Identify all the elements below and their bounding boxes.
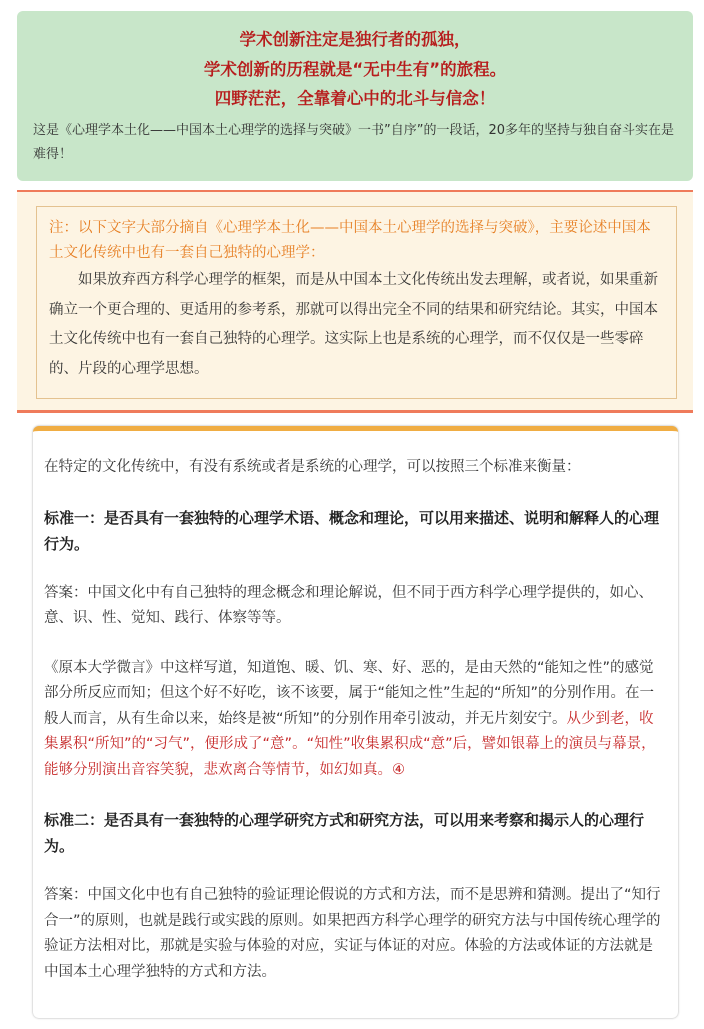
note-heading: 注：以下文字大部分摘自《心理学本土化——中国本土心理学的选择与突破》，主要论述中国本土文化传统中也有一套自己独特的心理学： bbox=[49, 220, 651, 261]
divider-bottom bbox=[17, 410, 693, 413]
answer-two: 答案：中国文化中也有自己独特的验证理论假说的方式和方法，而不是思辨和猜测。提出了“知行合一”的原则，也就是践行或实践的原则。如果把西方科学心理学的研究方法与中国传统心理学的验证方法相对比，那就是实验与体验的对应，实证与体证的对应。体验的方法或体证的方法就是中国本土心理学独特的方式和方法。 bbox=[44, 887, 661, 980]
standard-one: 标准一：是否具有一套独特的心理学术语、概念和理论，可以用来描述、说明和解释人的心理行为。 bbox=[44, 508, 660, 553]
header-title-line-3: 四野茫茫，全靠着心中的北斗与信念！ bbox=[214, 89, 496, 108]
header-banner bbox=[17, 11, 693, 181]
header-title-line-2: 学术创新的历程就是“无中生有”的旅程。 bbox=[203, 59, 507, 79]
quote-paragraph bbox=[44, 656, 667, 784]
quote-text: 《原本大学微言》中这样写道，知道饱、暖、饥、寒、好、恶的，是由天然的“能知之性”的感觉部分所反应而知；但这个好不好吃，该不该要，属于“能知之性”生起的“所知”的分别作用。在一般人而言，从有生命以来，始终是被“所知”的分别作用牵引波动，并无片刻安宁。 bbox=[44, 659, 655, 727]
standard-two: 标准二：是否具有一套独特的心理学研究方式和研究方法，可以用来考察和揭示人的心理行为。 bbox=[44, 811, 645, 855]
note-body: 如果放弃西方科学心理学的框架，而是从中国本土文化传统出发去理解，或者说，如果重新确立一个更合理的、更适用的参考系，那就可以得出完全不同的结果和研究结论。其实，中国本土文化传统中也有一套自己独特的心理学。这实际上也是系统的心理学，而不仅仅是一些零碎的、片段的心理学思想。 bbox=[49, 272, 658, 377]
article-intro: 在特定的文化传统中，有没有系统或者是系统的心理学，可以按照三个标准来衡量： bbox=[44, 459, 581, 475]
header-intro: 这是《心理学本土化——中国本土心理学的选择与突破》一书”自序”的一段话，20多年的坚持与独自奋斗实在是难得！ bbox=[33, 122, 675, 162]
answer-one: 答案：中国文化中有自己独特的理念概念和理论解说，但不同于西方科学心理学提供的，如心、意、识、性、觉知、践行、体察等等。 bbox=[44, 584, 653, 626]
article-card bbox=[33, 426, 678, 1018]
note-box bbox=[36, 206, 677, 399]
quote-highlight: 从少到老，收集累积“所知”的“习气”，便形成了“意”。“知性”收集累积成“意”后，譬如银幕上的演员与幕景，能够分别演出音容笑貌，悲欢离合等情节，如幻如真。④ bbox=[44, 710, 656, 778]
header-title-line-1: 学术创新注定是独行者的孤独， bbox=[239, 30, 471, 49]
